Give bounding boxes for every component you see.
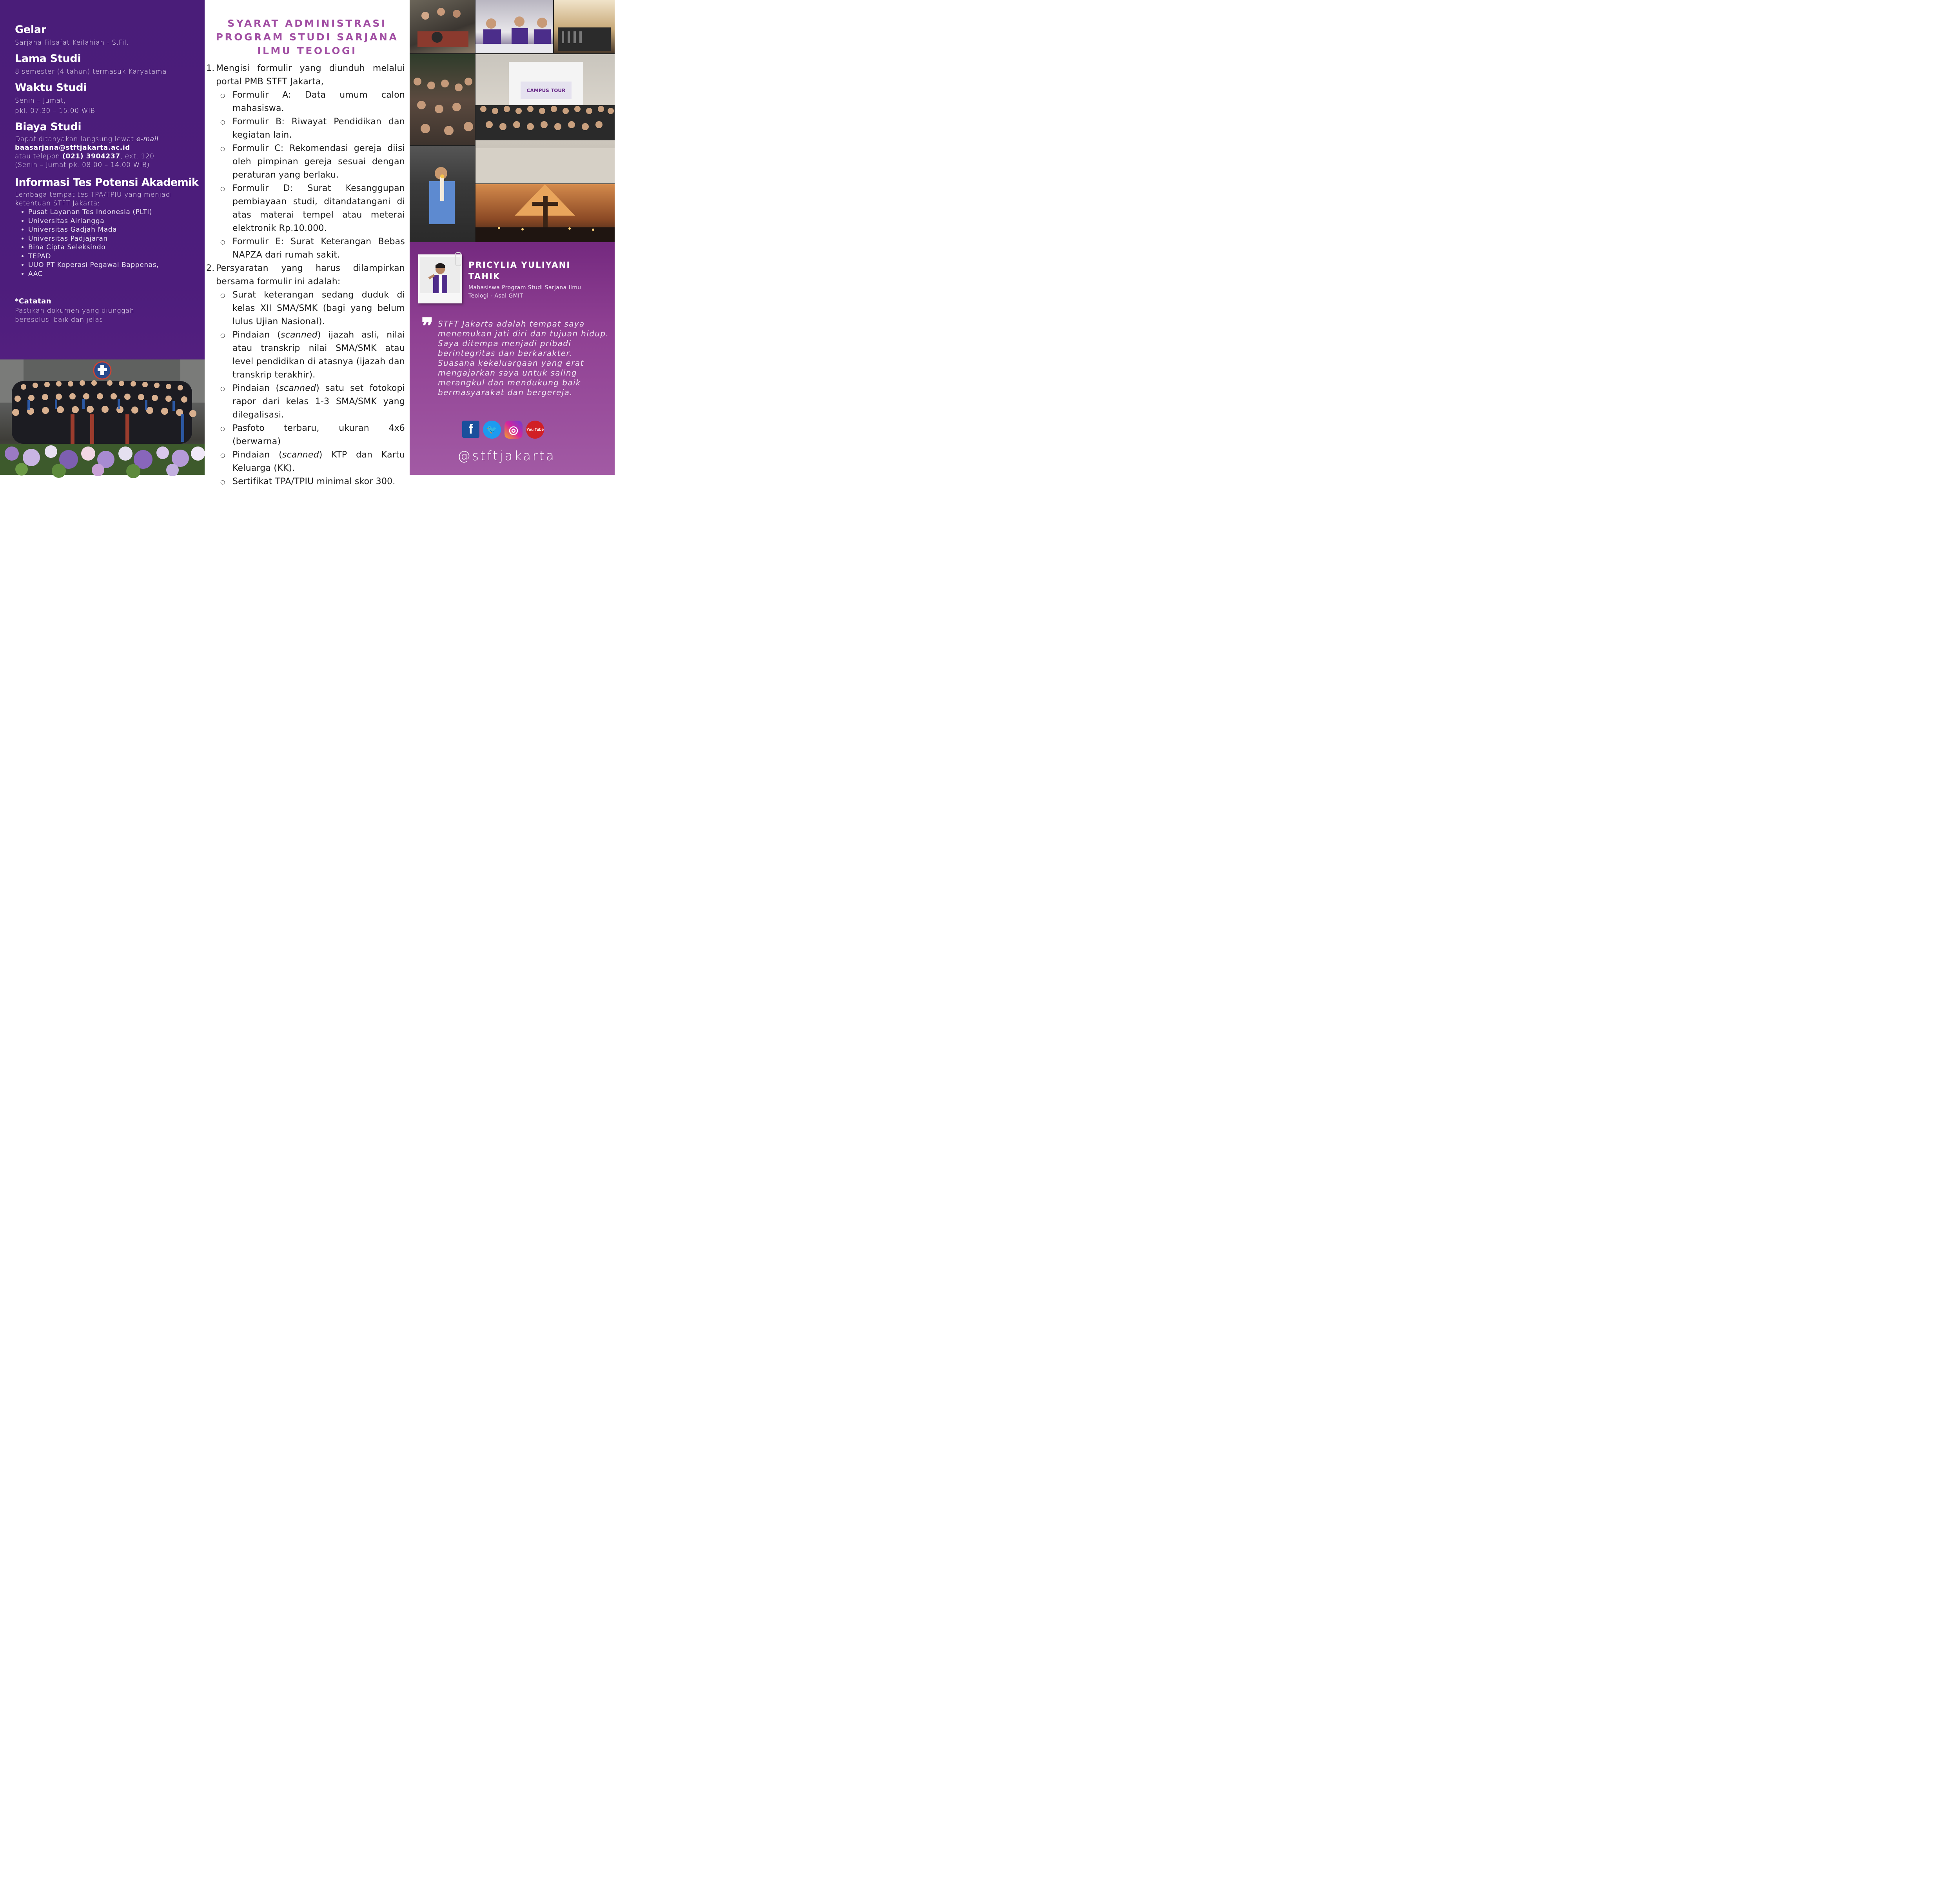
twitter-icon[interactable]: 🐦 <box>483 421 501 439</box>
paperclip-icon <box>455 252 461 266</box>
sub-item-text: Formulir B: Riwayat Pendidikan dan kegiatan lain. <box>232 117 405 140</box>
instagram-icon[interactable]: ◎ <box>505 421 523 439</box>
quote-icon: ❞ <box>421 313 434 339</box>
requirements-list <box>206 62 405 489</box>
requirement-item-2 <box>206 262 405 289</box>
bullet-icon: ○ <box>220 426 225 432</box>
sub-item <box>220 289 405 329</box>
sub-item <box>220 422 405 448</box>
bullet-icon: ○ <box>220 119 225 125</box>
sub-item <box>220 89 405 115</box>
right-panel <box>410 0 615 475</box>
collage-photo-campus-tour <box>475 54 615 183</box>
sub-item <box>220 142 405 182</box>
left-panel <box>0 0 205 475</box>
item-text: Mengisi formulir yang diunduh melalui portal PMB STFT Jakarta, <box>216 64 405 87</box>
catatan-heading: *Catatan <box>15 297 52 305</box>
waktu-studi-hours: pkl. 07.30 – 15.00 WIB <box>15 107 95 115</box>
collage-photo-worship <box>475 184 615 242</box>
biaya-studi-text <box>15 135 199 169</box>
sub-item-text: Sertifikat TPA/TPIU minimal skor 300. <box>232 477 396 486</box>
student-name-line: TAHIK <box>468 272 501 281</box>
sub-item-text: Pindaian (scanned) KTP dan Kartu Keluarga (KK). <box>232 450 405 473</box>
bullet-icon: ○ <box>220 479 225 485</box>
gelar-text: Sarjana Filsafat Keilahian - S.Fil. <box>15 39 129 47</box>
tes-section <box>15 175 199 278</box>
brochure-page <box>0 0 615 486</box>
phone-ext: , ext. 120 <box>120 152 154 160</box>
sub-item <box>220 329 405 382</box>
catatan-section <box>15 296 199 325</box>
collage-photo-chapel <box>554 0 615 53</box>
tes-list-item: • Universitas Padjajaran <box>28 234 199 243</box>
sub-item-text: Pasfoto terbaru, ukuran 4x6 (berwarna) <box>232 423 405 446</box>
bullet-icon: ○ <box>220 239 225 245</box>
tes-list-item: • Universitas Airlangga <box>28 217 199 226</box>
catatan-text: Pastikan dokumen yang diunggah beresolusi baik dan jelas <box>15 307 134 324</box>
lama-studi-text: 8 semester (4 tahun) termasuk Karyatama <box>15 68 167 76</box>
phone-number[interactable]: (021) 3904237 <box>62 152 120 160</box>
biaya-studi-section <box>15 119 199 169</box>
profile-polaroid <box>418 254 462 303</box>
tes-intro: Lembaga tempat tes TPA/TPIU yang menjadi ketentuan STFT Jakarta: <box>15 191 172 207</box>
office-hours: (Senin – Jumat pk. 08.00 – 14.00 WIB) <box>15 161 150 169</box>
tes-list-item: • Pusat Layanan Tes Indonesia (PLTI) <box>28 208 199 217</box>
sub-item <box>220 382 405 422</box>
student-name <box>468 260 598 282</box>
bullet-icon: ○ <box>220 186 225 192</box>
title-line: ILMU TEOLOGI <box>257 45 357 56</box>
tes-list-item: • Bina Cipta Seleksindo <box>28 243 199 252</box>
requirement-item-1 <box>206 62 405 89</box>
item-number: 1. <box>206 64 215 73</box>
sub-item <box>220 235 405 262</box>
bullet-icon: ○ <box>220 386 225 392</box>
bullet-icon: ○ <box>220 93 225 99</box>
gelar-section <box>15 22 199 48</box>
collage-photo-crowd <box>410 54 475 145</box>
sub-item <box>220 115 405 142</box>
item-text: Persyaratan yang harus dilampirkan bersama formulir ini adalah: <box>216 263 405 287</box>
waktu-studi-days: Senin – Jumat, <box>15 97 66 105</box>
sub-item-text: Surat keterangan sedang duduk di kelas XII SMA/SMK (bagi yang belum lulus Ujian Nasional). <box>232 290 405 327</box>
title-line: SYARAT ADMINISTRASI <box>227 18 387 29</box>
collage-photo-cooking <box>410 0 475 53</box>
sub-item <box>220 182 405 235</box>
tes-list-item: • AAC <box>28 270 199 279</box>
collage-photo-panel <box>475 0 553 53</box>
bullet-icon: ○ <box>220 146 225 152</box>
waktu-studi-heading: Waktu Studi <box>15 82 87 94</box>
sub-item-text: Pindaian (scanned) satu set fotokopi rapor dari kelas 1-3 SMA/SMK yang dilegalisasi. <box>232 383 405 420</box>
tes-list-item: • TEPAD <box>28 252 199 261</box>
phone-intro: atau telepon <box>15 152 63 160</box>
bullet-icon: ○ <box>220 292 225 299</box>
requirements-title <box>205 16 410 58</box>
testimonial-panel <box>410 242 615 475</box>
middle-panel <box>205 0 410 486</box>
sub-item-text: Formulir C: Rekomendasi gereja diisi oleh pimpinan gereja sesuai dengan peraturan yang berlaku. <box>232 143 405 180</box>
sub-item-text: Formulir E: Surat Keterangan Bebas NAPZA dari rumah sakit. <box>232 237 405 260</box>
bullet-icon: ○ <box>220 452 225 459</box>
email-link[interactable]: baasarjana@stftjakarta.ac.id <box>15 144 131 152</box>
lama-studi-heading: Lama Studi <box>15 53 81 65</box>
campus-tour-banner: CAMPUS TOUR <box>526 88 566 93</box>
biaya-intro: Dapat ditanyakan langsung lewat <box>15 135 136 143</box>
graduation-photo <box>0 359 205 475</box>
gelar-heading: Gelar <box>15 24 46 36</box>
youtube-icon[interactable]: You Tube <box>526 421 544 439</box>
tes-list-item: • UUO PT Koperasi Pegawai Bappenas, <box>28 261 199 270</box>
sub-item-text: Formulir D: Surat Kesanggupan pembiayaan studi, ditandatangani di atas materai tempel atau meterai elektronik Rp.10.000. <box>232 183 405 233</box>
testimonial-quote: STFT Jakarta adalah tempat saya menemukan jati diri dan tujuan hidup. Saya ditempa menjadi pribadi berintegritas dan berkarakter. Suasana kekeluargaan yang erat mengajarkan saya untuk saling merangkul dan mendukung baik bermasyarakat dan bergereja. <box>438 319 609 397</box>
student-role: Mahasiswa Program Studi Sarjana Ilmu Teologi - Asal GMIT <box>468 285 581 299</box>
social-icons <box>462 421 544 439</box>
tes-heading: Informasi Tes Potensi Akademik <box>15 176 199 189</box>
facebook-icon[interactable]: f <box>462 421 479 438</box>
waktu-studi-section <box>15 80 199 116</box>
profile-photo <box>420 257 460 293</box>
title-line: PROGRAM STUDI SARJANA <box>216 31 399 43</box>
photo-collage <box>410 0 615 242</box>
bullet-icon: ○ <box>220 332 225 339</box>
tes-list-item: • Universitas Gadjah Mada <box>28 225 199 234</box>
email-italic: e-mail <box>136 135 159 143</box>
lama-studi-section <box>15 51 199 77</box>
biaya-studi-heading: Biaya Studi <box>15 121 82 133</box>
sub-item <box>220 448 405 475</box>
tes-list <box>15 208 199 278</box>
sub-item-text: Formulir A: Data umum calon mahasiswa. <box>232 90 405 113</box>
item-number: 2. <box>206 263 215 273</box>
sub-item <box>220 475 405 489</box>
social-handle[interactable]: @stftjakarta <box>457 448 555 463</box>
sub-item-text: Pindaian (scanned) ijazah asli, nilai atau transkrip nilai SMA/SMK atau level pendidikan di atasnya (ijazah dan transkrip terakhir). <box>232 330 405 380</box>
collage-photo-candle <box>410 146 475 242</box>
student-name-line: PRICYLIA YULIYANI <box>468 260 571 270</box>
